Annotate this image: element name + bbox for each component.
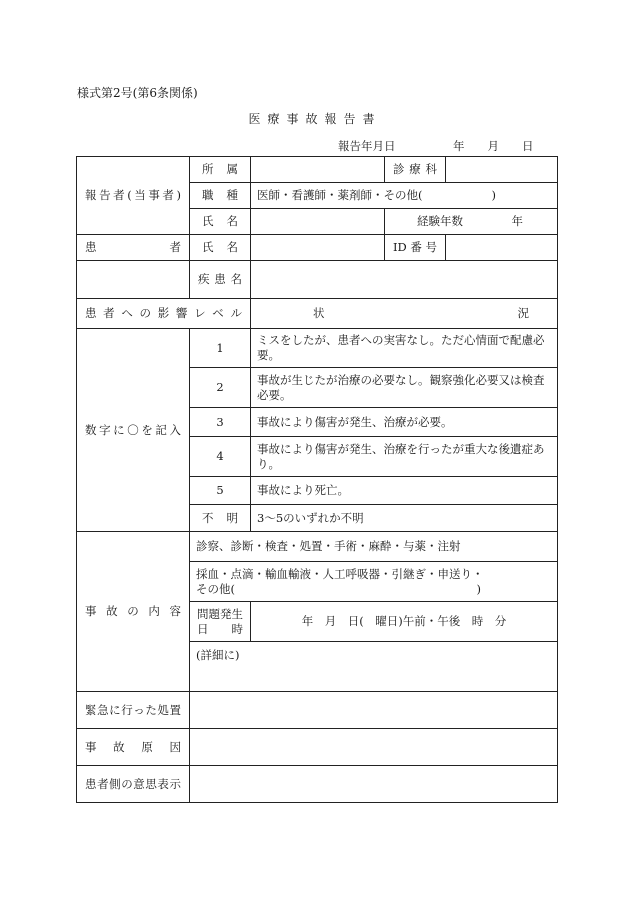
impact-desc-3: 事故により傷害が発生、治療が必要。 <box>251 408 558 437</box>
patient-name-label: 氏名 <box>190 235 251 261</box>
incident-categories-2-line1: 採血・点滴・輸血輸液・人工呼吸器・引継ぎ・申送り・ <box>196 566 484 581</box>
report-date-line <box>338 138 534 154</box>
occupation-label: 職種 <box>190 183 251 209</box>
department-label: 診療科 <box>385 157 446 183</box>
impact-section-label: 数字に〇を記入 <box>77 329 190 532</box>
experience-label: 経験年数 <box>417 214 463 228</box>
incident-section-label: 事故の内容 <box>77 532 190 692</box>
patient-id-label: ID番号 <box>385 235 446 261</box>
patient-section-label: 患者 <box>77 235 190 261</box>
patient-intent-field[interactable] <box>190 766 558 803</box>
impact-level-unknown[interactable]: 不明 <box>190 505 251 532</box>
impact-level-1[interactable]: 1 <box>190 329 251 368</box>
emergency-field[interactable] <box>190 692 558 729</box>
report-form-table <box>76 156 558 803</box>
experience-cell[interactable] <box>385 209 558 235</box>
incident-datetime-label-2: 日 時 <box>197 621 243 636</box>
experience-unit: 年 <box>511 214 523 228</box>
report-day-label: 日 <box>522 139 534 153</box>
affiliation-field[interactable] <box>251 157 385 183</box>
situation-header: 状況 <box>251 299 558 329</box>
cause-field[interactable] <box>190 729 558 766</box>
impact-level-header: 患者への影響レベル <box>77 299 251 329</box>
cause-label: 事故原因 <box>77 729 190 766</box>
report-date-label: 報告年月日 <box>338 139 396 153</box>
impact-level-4[interactable]: 4 <box>190 437 251 477</box>
report-month-label: 月 <box>487 139 499 153</box>
emergency-label: 緊急に行った処置 <box>77 692 190 729</box>
impact-desc-unknown: 3〜5のいずれか不明 <box>251 505 558 532</box>
incident-categories-2[interactable] <box>190 562 558 602</box>
incident-datetime-label-1: 問題発生 <box>197 606 243 621</box>
form-id: 様式第2号(第6条関係) <box>77 86 198 100</box>
patient-blank-cell <box>77 261 190 299</box>
impact-desc-2: 事故が生じたが治療の必要なし。観察強化必要又は検査必要。 <box>251 368 558 408</box>
incident-categories-1[interactable]: 診察、診断・検査・処置・手術・麻酔・与薬・注射 <box>190 532 558 562</box>
reporter-name-field[interactable] <box>251 209 385 235</box>
affiliation-label: 所属 <box>190 157 251 183</box>
impact-level-3[interactable]: 3 <box>190 408 251 437</box>
patient-id-field[interactable] <box>446 235 558 261</box>
impact-desc-4: 事故により傷害が発生、治療を行ったが重大な後遺症あり。 <box>251 437 558 477</box>
incident-datetime-field[interactable]: 年 月 日( 曜日)午前・午後 時 分 <box>251 602 558 642</box>
patient-name-field[interactable] <box>251 235 385 261</box>
disease-label: 疾患名 <box>190 261 251 299</box>
page-title: 医療事故報告書 <box>248 112 382 126</box>
patient-intent-label: 患者側の意思表示 <box>77 766 190 803</box>
reporter-section-label: 報告者(当事者) <box>77 157 190 235</box>
incident-categories-2-line2: その他( ) <box>196 581 481 596</box>
occupation-options[interactable]: 医師・看護師・薬剤師・その他( ) <box>251 183 558 209</box>
disease-field[interactable] <box>251 261 558 299</box>
incident-datetime-label <box>190 602 251 642</box>
department-field[interactable] <box>446 157 558 183</box>
report-year-label: 年 <box>453 139 465 153</box>
reporter-name-label: 氏名 <box>190 209 251 235</box>
impact-desc-1: ミスをしたが、患者への実害なし。ただ心情面で配慮必要。 <box>251 329 558 368</box>
impact-level-2[interactable]: 2 <box>190 368 251 408</box>
impact-desc-5: 事故により死亡。 <box>251 477 558 505</box>
impact-level-5[interactable]: 5 <box>190 477 251 505</box>
incident-detail-field[interactable]: (詳細に) <box>190 642 558 692</box>
